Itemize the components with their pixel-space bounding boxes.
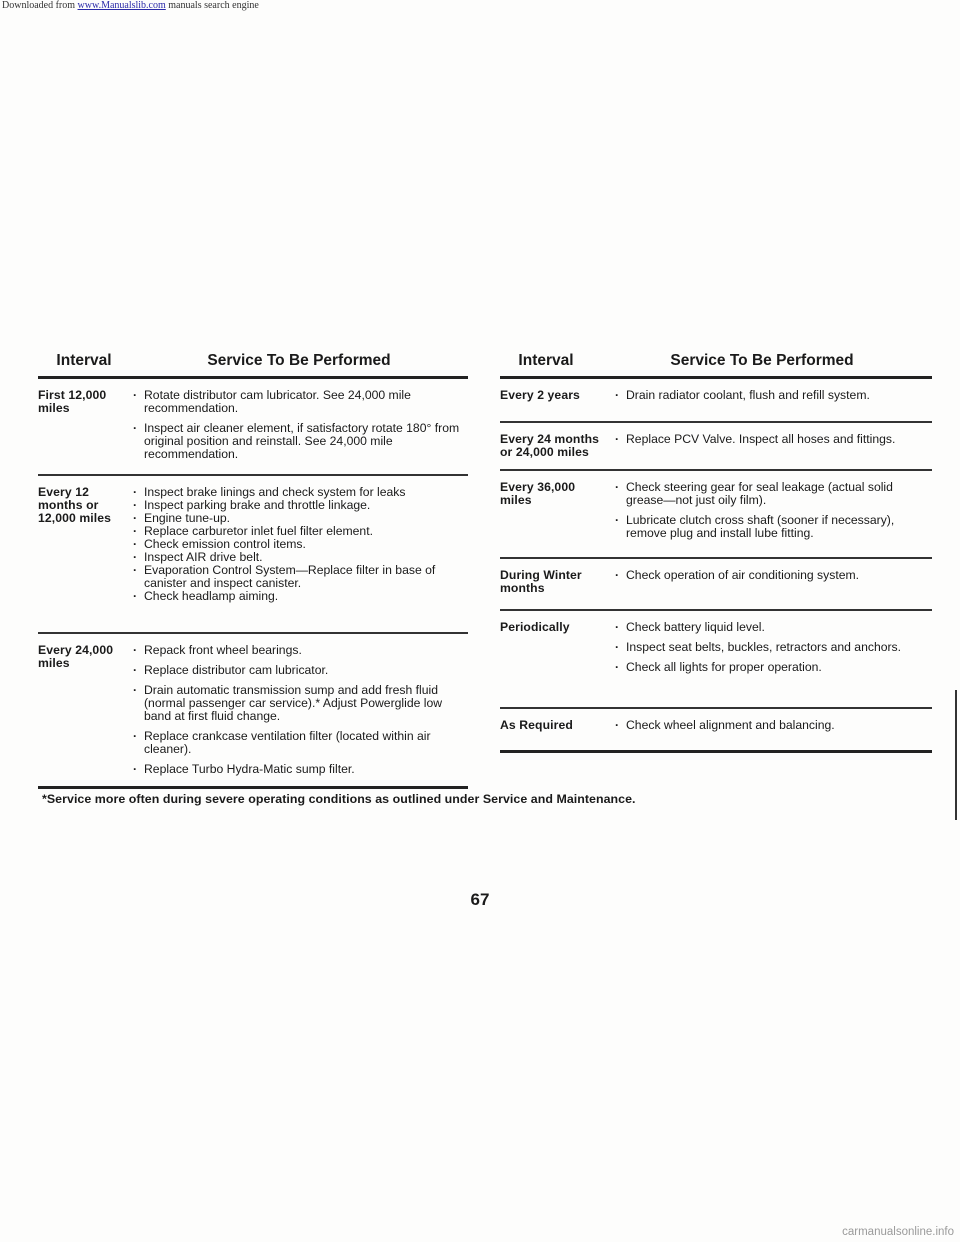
services-cell (126, 486, 468, 624)
bullet-icon: · (614, 640, 620, 654)
service-item: · Replace PCV Valve. Inspect all hoses and fittings. (608, 433, 932, 446)
services-cell (608, 481, 932, 549)
service-item: · Replace Turbo Hydra-Matic sump filter. (126, 763, 468, 776)
service-item: · Replace distributor cam lubricator. (126, 664, 468, 677)
interval-cell: Every 2 years (500, 388, 580, 402)
table-header (500, 352, 932, 379)
table-row (38, 476, 468, 634)
service-item: · Check headlamp aiming. (126, 590, 468, 603)
bullet-icon: · (614, 620, 620, 634)
interval-cell: Every 12 months or 12,000 miles (38, 485, 112, 525)
interval-cell: First 12,000 miles (38, 388, 107, 415)
table-row (500, 379, 932, 423)
table-row (500, 709, 932, 753)
bullet-icon: · (132, 643, 138, 657)
services-cell (608, 621, 932, 699)
service-item: · Rotate distributor cam lubricator. See 24,000 mile recommendation. (126, 389, 468, 415)
services-cell (608, 569, 932, 601)
service-item: · Check emission control items. (126, 538, 468, 551)
page-number: 67 (470, 890, 490, 909)
service-item: · Inspect AIR drive belt. (126, 551, 468, 564)
services-cell (126, 644, 468, 778)
table-row (38, 634, 468, 789)
watermark: carmanualsonline.info (842, 1226, 954, 1238)
service-item: · Check steering gear for seal leakage (actual solid grease—not just oily film). (608, 481, 932, 507)
bullet-icon: · (132, 388, 138, 402)
table-header (38, 352, 468, 379)
interval-column-header: Interval (518, 352, 574, 369)
service-item: · Repack front wheel bearings. (126, 644, 468, 657)
service-item: · Check battery liquid level. (608, 621, 932, 634)
service-item: · Check wheel alignment and balancing. (608, 719, 932, 732)
bullet-icon: · (132, 729, 138, 743)
download-banner (2, 0, 259, 11)
interval-cell: Every 24 months or 24,000 miles (500, 432, 600, 459)
bullet-icon: · (132, 683, 138, 697)
table-row (500, 423, 932, 471)
service-item: · Inspect seat belts, buckles, retractors and anchors. (608, 641, 932, 654)
service-item: · Evaporation Control System—Replace filter in base of canister and inspect canister. (126, 564, 468, 590)
bullet-icon: · (132, 563, 138, 577)
service-item: · Inspect air cleaner element, if satisfactory rotate 180° from original position and reinstall. See 24,000 mile recommendation. (126, 422, 468, 461)
download-banner-prefix: Downloaded from (2, 0, 78, 11)
service-item: · Check operation of air conditioning system. (608, 569, 932, 582)
table-row (500, 611, 932, 709)
bullet-icon: · (132, 663, 138, 677)
services-cell (126, 389, 468, 466)
service-item: · Inspect brake linings and check system for leaks (126, 486, 468, 499)
bullet-icon: · (132, 511, 138, 525)
download-banner-suffix: manuals search engine (165, 0, 259, 11)
interval-cell: Every 24,000 miles (38, 643, 114, 670)
bullet-icon: · (614, 513, 620, 527)
service-item: · Replace crankcase ventilation filter (located within air cleaner). (126, 730, 468, 756)
interval-cell: As Required (500, 718, 573, 732)
bullet-icon: · (132, 498, 138, 512)
scan-edge-mark (955, 690, 957, 820)
bullet-icon: · (614, 660, 620, 674)
table-row (500, 471, 932, 559)
table-row (38, 379, 468, 476)
manualslib-link[interactable]: www.Manualslib.com (77, 0, 166, 11)
interval-column-header: Interval (56, 352, 112, 369)
service-item: · Drain radiator coolant, flush and refill system. (608, 389, 932, 402)
bullet-icon: · (614, 718, 620, 732)
bullet-icon: · (132, 550, 138, 564)
bullet-icon: · (614, 480, 620, 494)
bullet-icon: · (132, 537, 138, 551)
service-column-header: Service To Be Performed (207, 352, 391, 369)
service-item: · Drain automatic transmission sump and add fresh fluid (normal passenger car service).* Adjust Powerglide low band at first fluid change. (126, 684, 468, 723)
bullet-icon: · (132, 421, 138, 435)
table-row (500, 559, 932, 611)
interval-cell: Periodically (500, 620, 570, 634)
bullet-icon: · (132, 762, 138, 776)
bullet-icon: · (614, 388, 620, 402)
service-column-header: Service To Be Performed (670, 352, 854, 369)
maintenance-table-right (500, 352, 932, 753)
services-cell (608, 719, 932, 742)
service-item: · Inspect parking brake and throttle linkage. (126, 499, 468, 512)
service-item: · Engine tune-up. (126, 512, 468, 525)
bullet-icon: · (614, 432, 620, 446)
service-item: · Replace carburetor inlet fuel filter element. (126, 525, 468, 538)
services-cell (608, 433, 932, 461)
services-cell (608, 389, 932, 413)
interval-cell: During Winter months (500, 568, 582, 595)
maintenance-table-left (38, 352, 468, 789)
service-item: · Check all lights for proper operation. (608, 661, 932, 674)
service-item: · Lubricate clutch cross shaft (sooner if necessary), remove plug and install lube fitting. (608, 514, 932, 540)
bullet-icon: · (132, 589, 138, 603)
interval-cell: Every 36,000 miles (500, 480, 576, 507)
footnote: *Service more often during severe operating conditions as outlined under Service and Maintenance. (42, 792, 636, 806)
bullet-icon: · (132, 485, 138, 499)
bullet-icon: · (132, 524, 138, 538)
bullet-icon: · (614, 568, 620, 582)
